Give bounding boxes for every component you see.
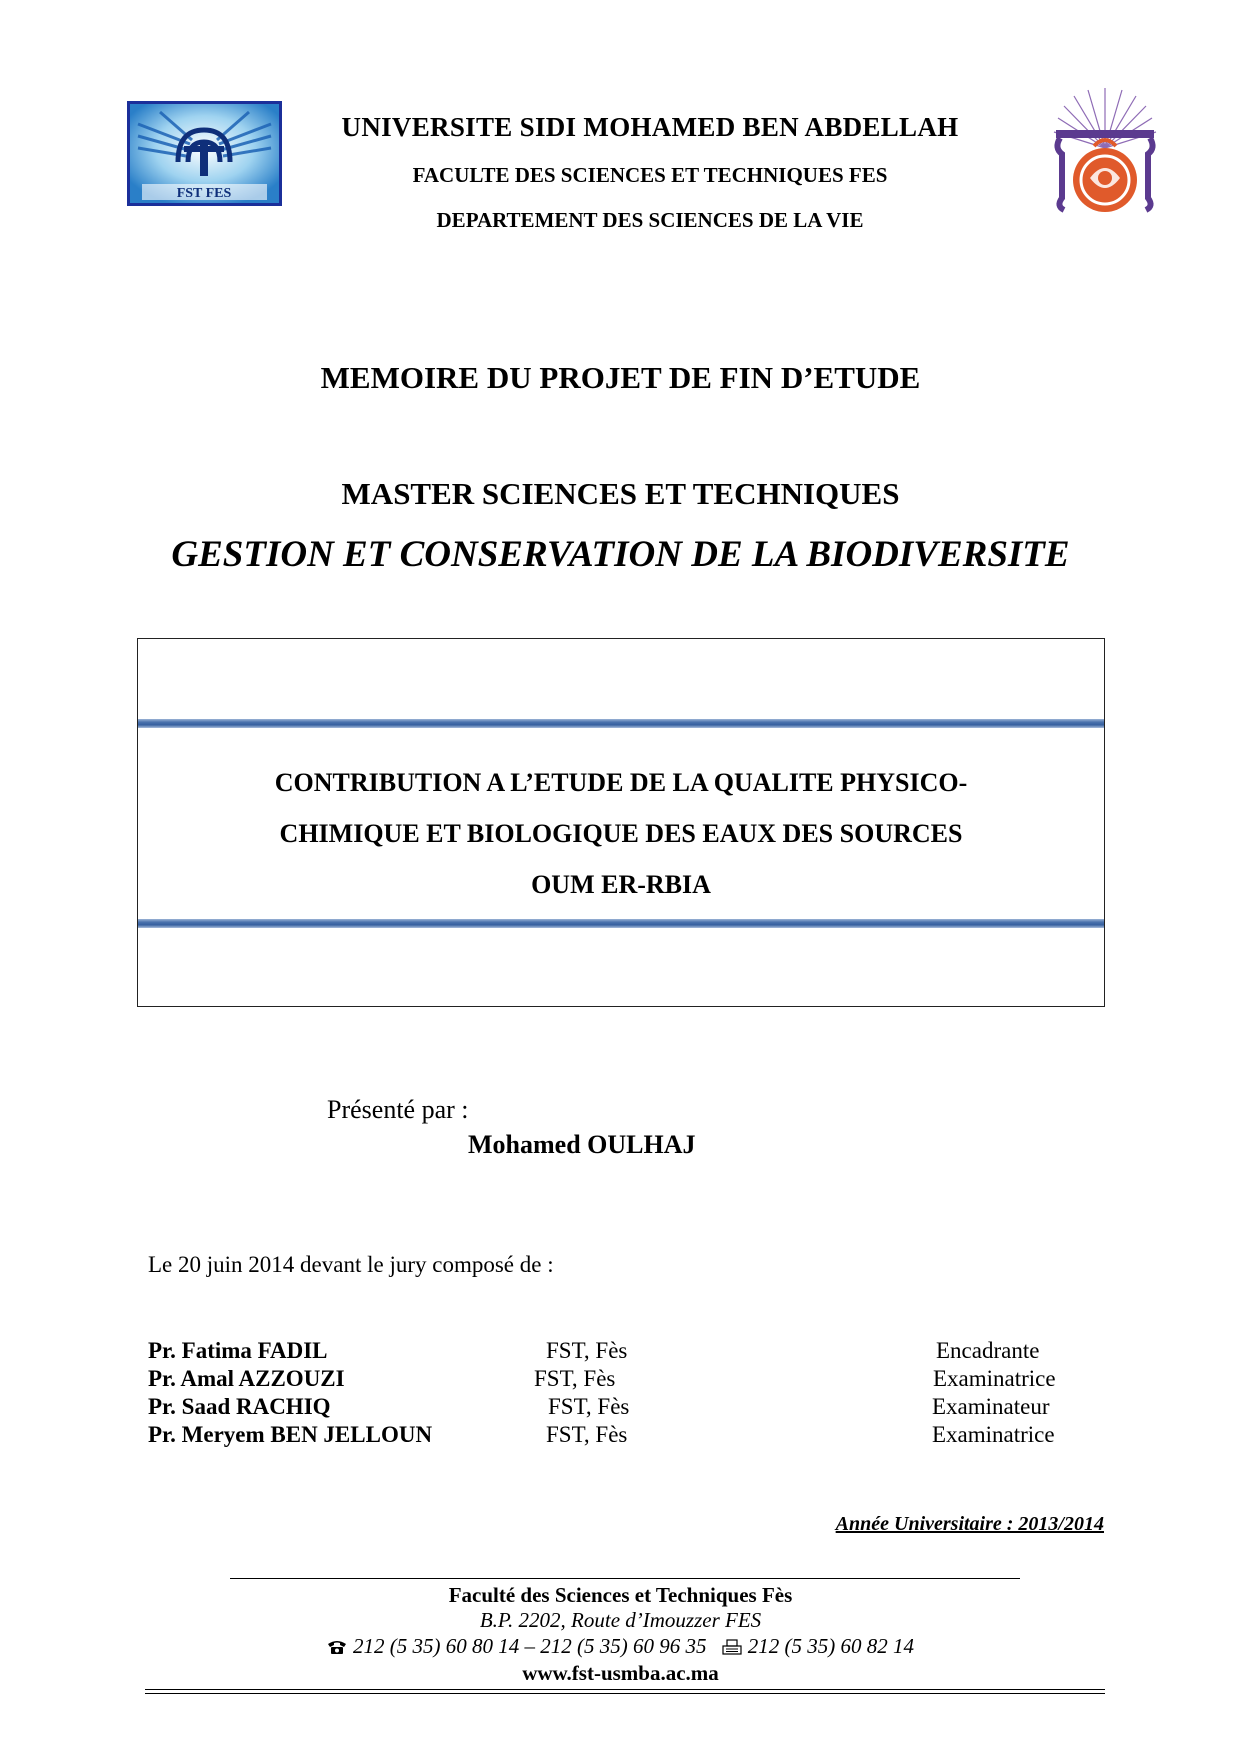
department-name: DEPARTEMENT DES SCIENCES DE LA VIE (436, 208, 864, 232)
footer-contact (0, 1634, 1241, 1659)
academic-year: Année Universitaire : 2013/2014 (835, 1513, 1104, 1535)
footer-institution: Faculté des Sciences et Techniques Fès (448, 1583, 793, 1607)
usmba-emblem (1050, 88, 1160, 221)
jury-member-role: Examinatrice (932, 1422, 1055, 1447)
jury-member-name: Pr. Fatima FADIL (148, 1338, 328, 1363)
title-divider-top (138, 719, 1104, 728)
jury-member-name: Pr. Saad RACHIQ (148, 1394, 331, 1419)
thesis-title-box (137, 638, 1105, 1007)
jury-member-role: Examinatrice (933, 1366, 1056, 1391)
university-name: UNIVERSITE SIDI MOHAMED BEN ABDELLAH (341, 112, 959, 142)
logo-left-text: FST FES (176, 186, 232, 201)
footer-fax: 212 (5 35) 60 82 14 (747, 1634, 914, 1658)
author-name: Mohamed OULHAJ (468, 1130, 696, 1159)
jury-member-institution: FST, Fès (548, 1394, 630, 1419)
fst-fes-logo-icon (130, 104, 279, 203)
jury-member-name: Pr. Meryem BEN JELLOUN (148, 1422, 433, 1447)
document-type: MEMOIRE DU PROJET DE FIN D’ETUDE (320, 360, 921, 395)
thesis-title-line-3: OUM ER-RBIA (531, 870, 711, 899)
faculty-name: FACULTE DES SCIENCES ET TECHNIQUES FES (412, 163, 888, 187)
defense-date: Le 20 juin 2014 devant le jury composé de : (148, 1252, 554, 1277)
jury-member-institution: FST, Fès (546, 1338, 628, 1363)
presented-by-label: Présenté par : (327, 1095, 469, 1124)
footer-address: B.P. 2202, Route d’Imouzzer FES (479, 1608, 762, 1632)
program-degree: MASTER SCIENCES ET TECHNIQUES (341, 476, 900, 511)
usmba-emblem-icon (1050, 88, 1160, 221)
jury-member-role: Examinateur (932, 1394, 1050, 1419)
program-specialty: GESTION ET CONSERVATION DE LA BIODIVERSITE (171, 534, 1070, 575)
jury-member-name: Pr. Amal AZZOUZI (148, 1366, 345, 1391)
footer-phone: 212 (5 35) 60 80 14 – 212 (5 35) 60 96 35 (353, 1634, 707, 1658)
footer-divider (230, 1578, 1020, 1579)
thesis-title-line-2: CHIMIQUE ET BIOLOGIQUE DES EAUX DES SOURCES (279, 819, 963, 848)
title-divider-bottom (138, 919, 1104, 928)
jury-member-institution: FST, Fès (534, 1366, 616, 1391)
jury-member-role: Encadrante (936, 1338, 1040, 1363)
jury-member-institution: FST, Fès (546, 1422, 628, 1447)
footer-double-rule (145, 1689, 1105, 1694)
footer-website[interactable]: www.fst-usmba.ac.ma (522, 1661, 719, 1685)
telephone-icon (327, 1639, 347, 1655)
fax-icon (722, 1639, 742, 1655)
thesis-title (158, 757, 1084, 910)
fst-fes-logo (127, 101, 282, 206)
thesis-title-line-1: CONTRIBUTION A L’ETUDE DE LA QUALITE PHYSICO- (274, 768, 968, 797)
